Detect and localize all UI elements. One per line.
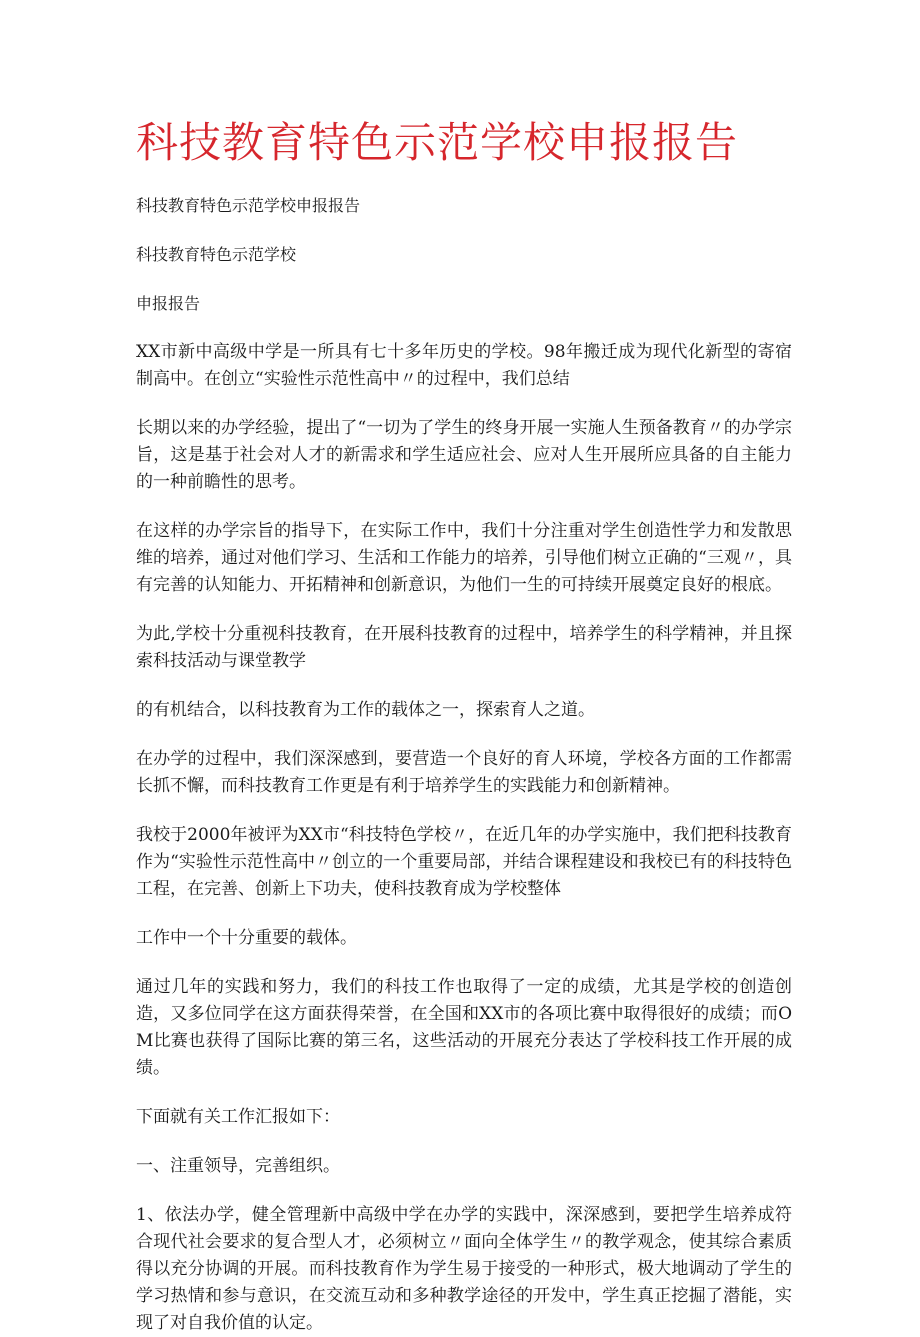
- paragraph: 1、依法办学，健全管理新中高级中学在办学的实践中，深深感到，要把学生培养成符合现代社会要求的复合型人才，必须树立〃面向全体学生〃的教学观念，使其综合素质得以充分协调的开展。而科技教育作为学生易于接受的一种形式，极大地调动了学生的学习热情和参与意识，在交流互动和多种教学途径的开发中，学生真正挖掘了潜能，实现了对自我价值的认定。: [136, 1205, 792, 1333]
- paragraph: 在这样的办学宗旨的指导下，在实际工作中，我们十分注重对学生创造性学力和发散思维的培养，通过对他们学习、生活和工作能力的培养，引导他们树立正确的“三观〃，具有完善的认知能力、开拓精神和创新意识，为他们一生的可持续开展奠定良好的根底。: [136, 521, 792, 595]
- paragraph: 科技教育特色示范学校申报报告: [136, 196, 361, 215]
- paragraph: 一、注重领导，完善组织。: [136, 1156, 340, 1176]
- document-title: 科技教育特色示范学校申报报告: [136, 118, 739, 167]
- paragraph: 我校于2000年被评为XX市“科技特色学校〃，在近几年的办学实施中，我们把科技教育作为“实验性示范性高中〃创立的一个重要局部，并结合课程建设和我校已有的科技特色工程，在完善、创新上下功夫，使科技教育成为学校整体: [136, 825, 792, 899]
- document-body: [136, 192, 792, 1337]
- paragraph: 的有机结合，以科技教育为工作的载体之一，探索育人之道。: [136, 700, 595, 720]
- paragraph: 工作中一个十分重要的载体。: [136, 928, 357, 948]
- paragraph: 科技教育特色示范学校: [136, 245, 297, 264]
- paragraph: 申报报告: [136, 294, 201, 313]
- paragraph: 为此,学校十分重视科技教育，在开展科技教育的过程中，培养学生的科学精神，并且探索科技活动与课堂教学: [136, 624, 792, 671]
- paragraph: 下面就有关工作汇报如下：: [136, 1107, 340, 1127]
- paragraph: 长期以来的办学经验，提出了“一切为了学生的终身开展一实施人生预备教育〃的办学宗旨，这是基于社会对人才的新需求和学生适应社会、应对人生开展所应具备的自主能力的一种前瞻性的思考。: [136, 418, 792, 492]
- paragraph: XX市新中高级中学是一所具有七十多年历史的学校。98年搬迁成为现代化新型的寄宿制高中。在创立“实验性示范性高中〃的过程中，我们总结: [136, 342, 792, 389]
- paragraph: 通过几年的实践和努力，我们的科技工作也取得了一定的成绩，尤其是学校的创造创造，又多位同学在这方面获得荣誉，在全国和XX市的各项比赛中取得很好的成绩；而OM比赛也获得了国际比赛的第三名，这些活动的开展充分表达了学校科技工作开展的成绩。: [136, 977, 792, 1078]
- paragraph: 在办学的过程中，我们深深感到，要营造一个良好的育人环境，学校各方面的工作都需长抓不懈，而科技教育工作更是有利于培养学生的实践能力和创新精神。: [136, 749, 792, 796]
